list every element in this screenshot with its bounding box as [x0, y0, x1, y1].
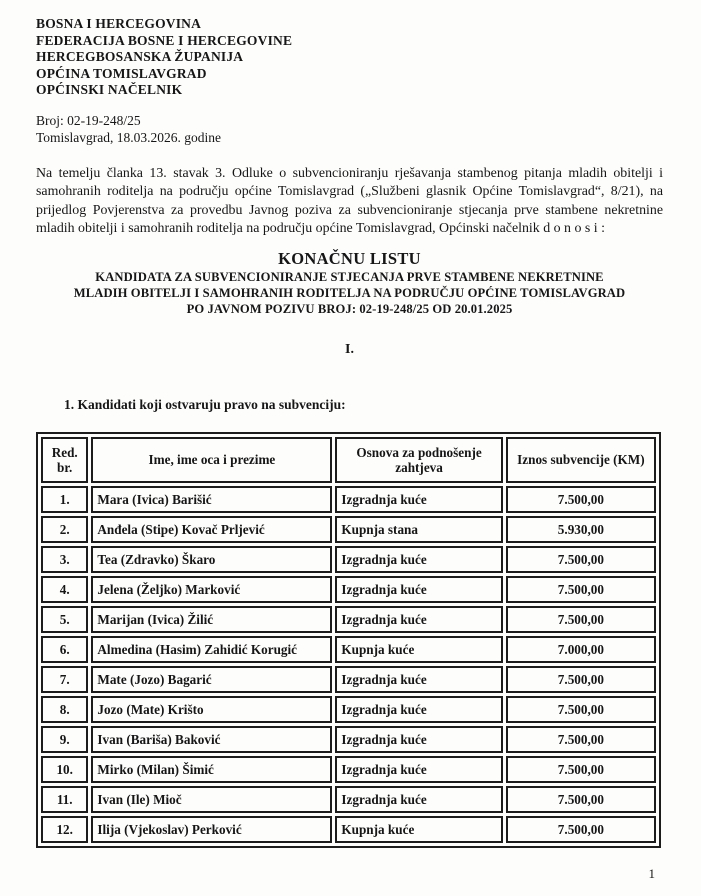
document-subtitle-line2: MLADIH OBITELJI I SAMOHRANIH RODITELJA NA PODRUČJU OPĆINE TOMISLAVGRAD [73, 285, 626, 300]
cell-ordinal: 5. [41, 606, 88, 633]
letterhead-line-mayor-office: OPĆINSKI NAČELNIK [36, 82, 183, 97]
cell-amount: 7.500,00 [506, 666, 656, 693]
cell-ordinal: 11. [41, 786, 88, 813]
cell-basis: Izgradnja kuće [335, 666, 502, 693]
candidates-table [36, 432, 661, 848]
cell-ordinal: 2. [41, 516, 88, 543]
cell-basis: Kupnja kuće [335, 816, 502, 843]
cell-amount: 7.500,00 [506, 726, 656, 753]
cell-amount: 7.500,00 [506, 786, 656, 813]
cell-basis: Izgradnja kuće [335, 546, 502, 573]
cell-name: Ivan (Ile) Mioč [91, 786, 332, 813]
cell-amount: 7.000,00 [506, 636, 656, 663]
reference-block [36, 112, 663, 146]
cell-basis: Kupnja stana [335, 516, 502, 543]
cell-amount: 7.500,00 [506, 816, 656, 843]
cell-ordinal: 3. [41, 546, 88, 573]
table-row [41, 516, 656, 543]
cell-basis: Izgradnja kuće [335, 486, 502, 513]
cell-basis: Izgradnja kuće [335, 756, 502, 783]
cell-name: Anđela (Stipe) Kovač Prljević [91, 516, 332, 543]
table-row [41, 726, 656, 753]
cell-amount: 7.500,00 [506, 486, 656, 513]
list-heading: 1. Kandidati koji ostvaruju pravo na subvenciju: [64, 396, 346, 412]
cell-name: Jelena (Željko) Marković [91, 576, 332, 603]
table-row [41, 666, 656, 693]
document-subtitle-line1: KANDIDATA ZA SUBVENCIONIRANJE STJECANJA PRVE STAMBENE NEKRETNINE [95, 269, 604, 284]
letterhead-line-federation: FEDERACIJA BOSNE I HERCEGOVINE [36, 32, 293, 48]
cell-ordinal: 10. [41, 756, 88, 783]
cell-basis: Izgradnja kuće [335, 786, 502, 813]
reference-number: Broj: 02-19-248/25 [36, 112, 141, 128]
letterhead-line-municipality: OPĆINA TOMISLAVGRAD [36, 65, 207, 81]
document-title-block [36, 248, 663, 317]
cell-basis: Izgradnja kuće [335, 606, 502, 633]
preamble-paragraph: Na temelju članka 13. stavak 3. Odluke o subvencioniranju rješavanja stambenog pitanja mladih obitelji i samohranih roditelja na području općine Tomislavgrad („Službeni glasnik Općine Tomislavgrad“, 8/21), na prijedlog Povjerenstva za provedbu Javnog poziva za subvencioniranje stjecanja prve stambene nekretnine mladih obitelji i samohranih roditelja na području općine Tomislavgrad, Općinski načelnik d o n o s i : [36, 165, 663, 237]
cell-ordinal: 4. [41, 576, 88, 603]
cell-name: Mate (Jozo) Bagarić [91, 666, 332, 693]
cell-ordinal: 1. [41, 486, 88, 513]
table-row [41, 576, 656, 603]
cell-basis: Izgradnja kuće [335, 726, 502, 753]
table-row [41, 546, 656, 573]
section-numeral: I. [345, 341, 354, 357]
column-header-name: Ime, ime oca i prezime [91, 437, 332, 483]
cell-name: Jozo (Mate) Krišto [91, 696, 332, 723]
table-row [41, 606, 656, 633]
cell-amount: 7.500,00 [506, 546, 656, 573]
column-header-amount: Iznos subvencije (KM) [506, 437, 656, 483]
table-row [41, 636, 656, 663]
cell-name: Tea (Zdravko) Škaro [91, 546, 332, 573]
cell-ordinal: 8. [41, 696, 88, 723]
letterhead-line-county: HERCEGBOSANSKA ŽUPANIJA [36, 49, 244, 64]
cell-amount: 5.930,00 [506, 516, 656, 543]
cell-ordinal: 12. [41, 816, 88, 843]
cell-ordinal: 6. [41, 636, 88, 663]
table-row [41, 756, 656, 783]
column-header-basis: Osnova za podnošenje zahtjeva [335, 437, 502, 483]
table-row [41, 486, 656, 513]
cell-amount: 7.500,00 [506, 696, 656, 723]
table-row [41, 816, 656, 843]
cell-basis: Kupnja kuće [335, 636, 502, 663]
table-row [41, 786, 656, 813]
cell-basis: Izgradnja kuće [335, 576, 502, 603]
table-header-row [41, 437, 656, 483]
cell-name: Almedina (Hasim) Zahidić Korugić [91, 636, 332, 663]
cell-name: Mirko (Milan) Šimić [91, 756, 332, 783]
cell-name: Marijan (Ivica) Žilić [91, 606, 332, 633]
table-row [41, 696, 656, 723]
letterhead [36, 16, 663, 99]
reference-place-date: Tomislavgrad, 18.03.2026. godine [36, 129, 222, 145]
letterhead-line-country: BOSNA I HERCEGOVINA [36, 16, 202, 31]
document-subtitle-line3: PO JAVNOM POZIVU BROJ: 02-19-248/25 OD 20.01.2025 [186, 301, 513, 316]
cell-amount: 7.500,00 [506, 606, 656, 633]
cell-amount: 7.500,00 [506, 576, 656, 603]
cell-ordinal: 7. [41, 666, 88, 693]
column-header-ordinal: Red. br. [41, 437, 88, 483]
cell-name: Ilija (Vjekoslav) Perković [91, 816, 332, 843]
cell-ordinal: 9. [41, 726, 88, 753]
cell-name: Ivan (Bariša) Baković [91, 726, 332, 753]
cell-amount: 7.500,00 [506, 756, 656, 783]
document-title: KONAČNU LISTU [278, 248, 421, 268]
page-number: 1 [648, 866, 655, 881]
cell-name: Mara (Ivica) Barišić [91, 486, 332, 513]
cell-basis: Izgradnja kuće [335, 696, 502, 723]
